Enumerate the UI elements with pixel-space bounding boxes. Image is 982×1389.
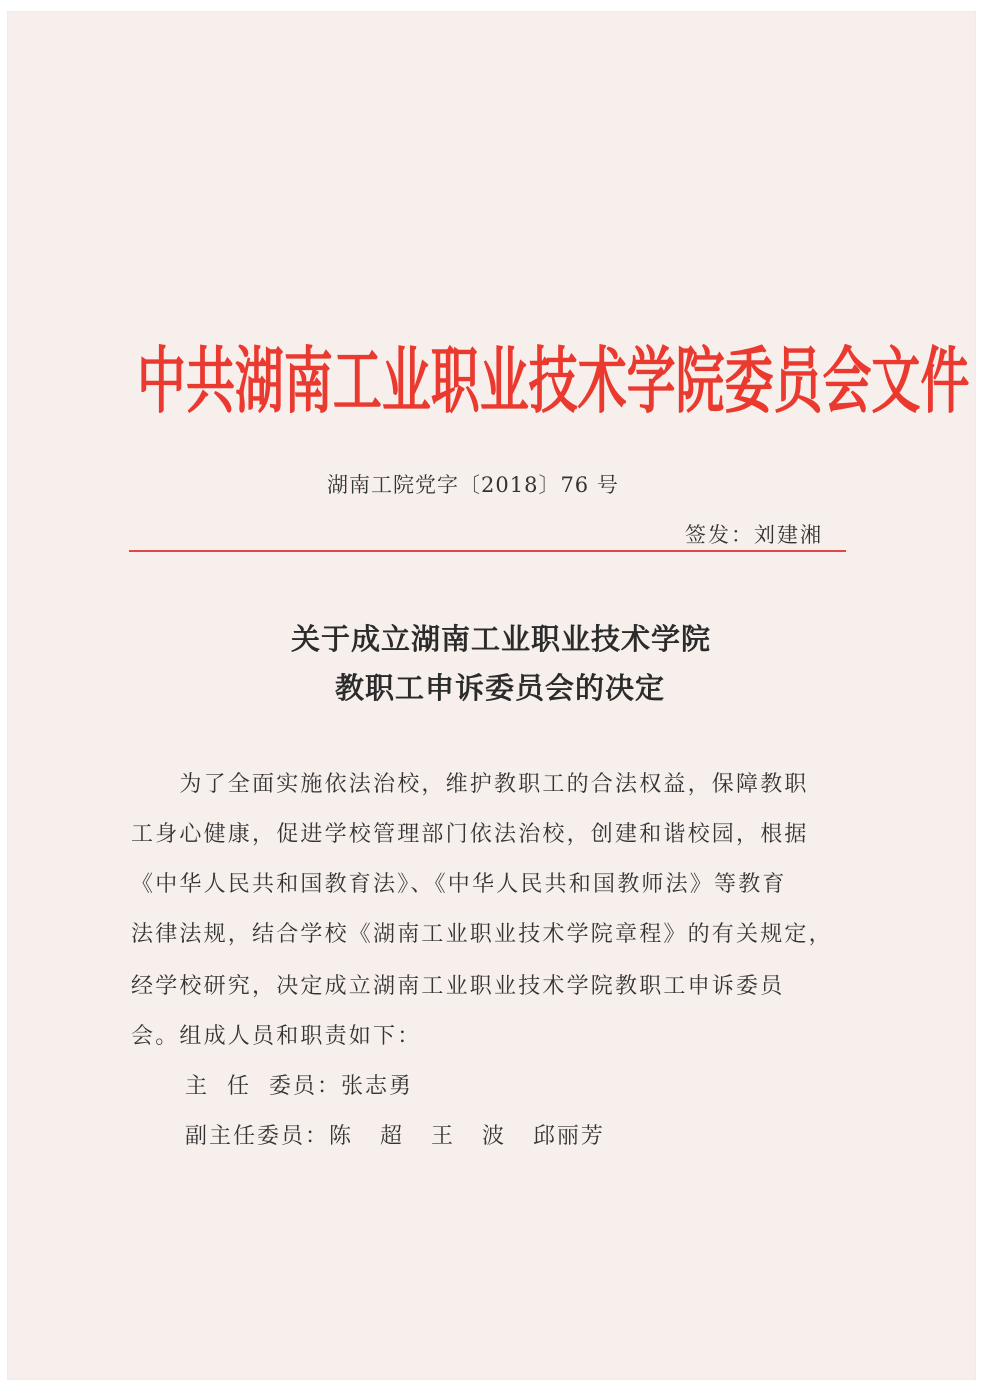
document-title-line-1: 关于成立湖南工业职业技术学院	[290, 622, 711, 656]
document-number: 湖南工院党字〔2018〕76 号	[327, 473, 619, 497]
body-paragraph-line: 法律法规，结合学校《湖南工业职业技术学院章程》的有关规定，	[131, 922, 833, 947]
body-paragraph-line: 《中华人民共和国教育法》、《中华人民共和国教师法》等教育	[131, 872, 787, 897]
red-separator-line	[129, 550, 846, 552]
document-title-line-2: 教职工申诉委员会的决定	[334, 671, 665, 705]
signer	[685, 519, 823, 549]
document-page	[7, 11, 976, 1380]
masthead-title: 中共湖南工业职业技术学院委员会文件	[137, 339, 970, 423]
body-paragraph-line: 经学校研究，决定成立湖南工业职业技术学院教职工申诉委员	[131, 974, 785, 999]
chairman-line: 主 任 委员：张志勇	[185, 1074, 413, 1099]
vice-chairmen-line: 副主任委员：陈 超 王 波 邱丽芳	[185, 1124, 605, 1149]
signer-name: 刘建湘	[754, 523, 823, 547]
signer-label: 签发：	[685, 523, 754, 547]
body-paragraph-line: 为了全面实施依法治校，维护教职工的合法权益，保障教职	[131, 772, 809, 797]
body-paragraph-line: 工身心健康，促进学校管理部门依法治校，创建和谐校园，根据	[131, 822, 809, 847]
body-paragraph-line: 会。组成人员和职责如下：	[131, 1024, 422, 1049]
